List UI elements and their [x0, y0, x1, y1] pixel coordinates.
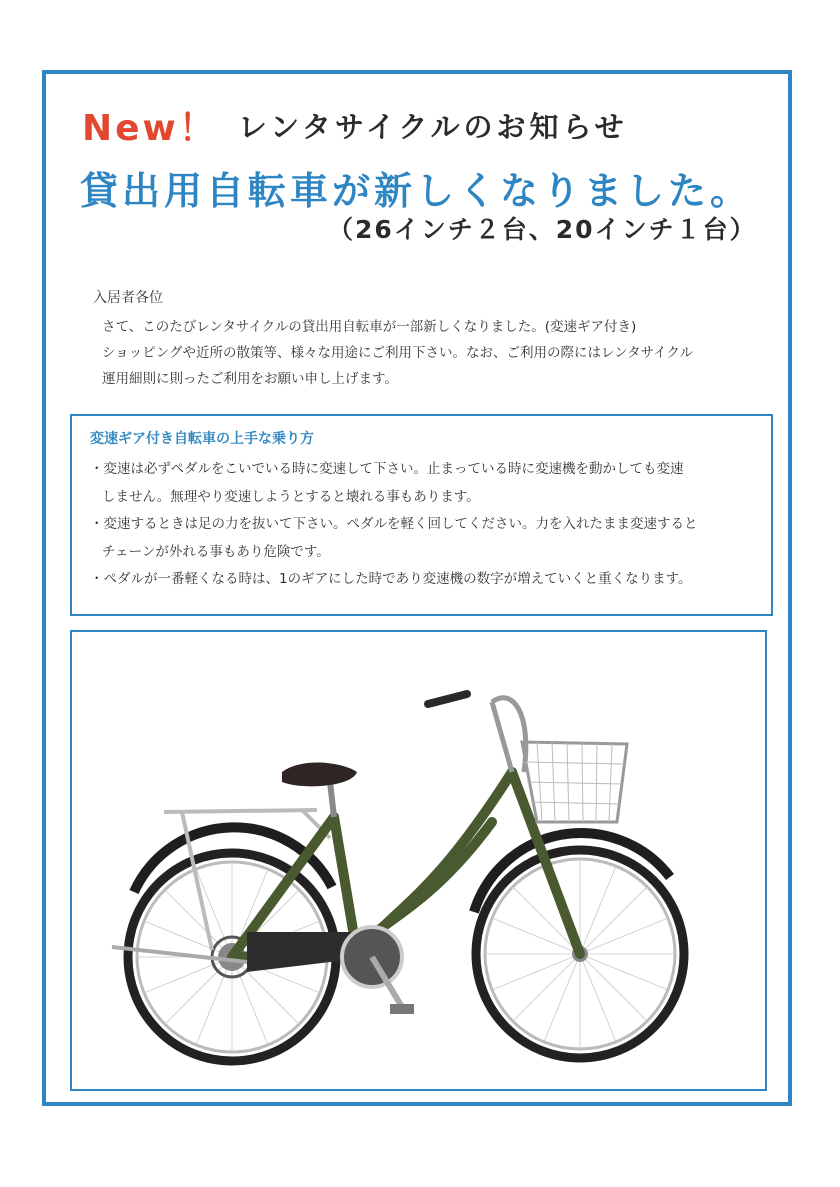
notice-line: 運用細則に則ったご利用をお願い申し上げます。: [102, 371, 398, 387]
seat-post: [330, 782, 334, 817]
tip-line: ・変速するときは足の力を抜いて下さい。ペダルを軽く回してください。力を入れたまま変速すると: [90, 516, 698, 532]
bicycle-photo: [70, 630, 767, 1091]
notice-line: さて、このたびレンタサイクルの貸出用自転車が一部新しくなりました。(変速ギア付き): [102, 319, 637, 335]
tip-line: ・ペダルが一番軽くなる時は、1のギアにした時であり変速機の数字が増えていくと重くなります。: [90, 571, 692, 587]
new-label: New！: [82, 107, 218, 149]
front-basket: [522, 742, 627, 822]
tips-list: [90, 456, 698, 594]
tip-line: ・変速は必ずペダルをこいでいる時に変速して下さい。止まっている時に変速機を動かしても変速: [90, 461, 684, 477]
notice-title: レンタサイクルのお知らせ: [237, 109, 628, 144]
subheadline: （26インチ２台、20インチ１台）: [328, 215, 757, 244]
headline: 貸出用自転車が新しくなりました。: [80, 169, 753, 213]
greeting: 入居者各位: [93, 290, 163, 306]
notice-line: ショッピングや近所の散策等、様々な用途にご利用下さい。なお、ご利用の際にはレンタサイクル: [102, 345, 693, 361]
header-line: [82, 100, 628, 150]
bicycle-illustration: [72, 632, 767, 1091]
saddle: [282, 763, 357, 787]
tip-line: しません。無理やり変速しようとすると壊れる事もあります。: [102, 488, 480, 505]
tips-box: [70, 414, 773, 616]
tip-line: チェーンが外れる事もあり危険です。: [102, 543, 330, 560]
pedal: [390, 1004, 414, 1014]
tips-title: 変速ギア付き自転車の上手な乗り方: [90, 431, 314, 447]
notice-paragraph: [102, 314, 693, 392]
handlebar: [492, 698, 526, 772]
grip: [428, 694, 467, 704]
